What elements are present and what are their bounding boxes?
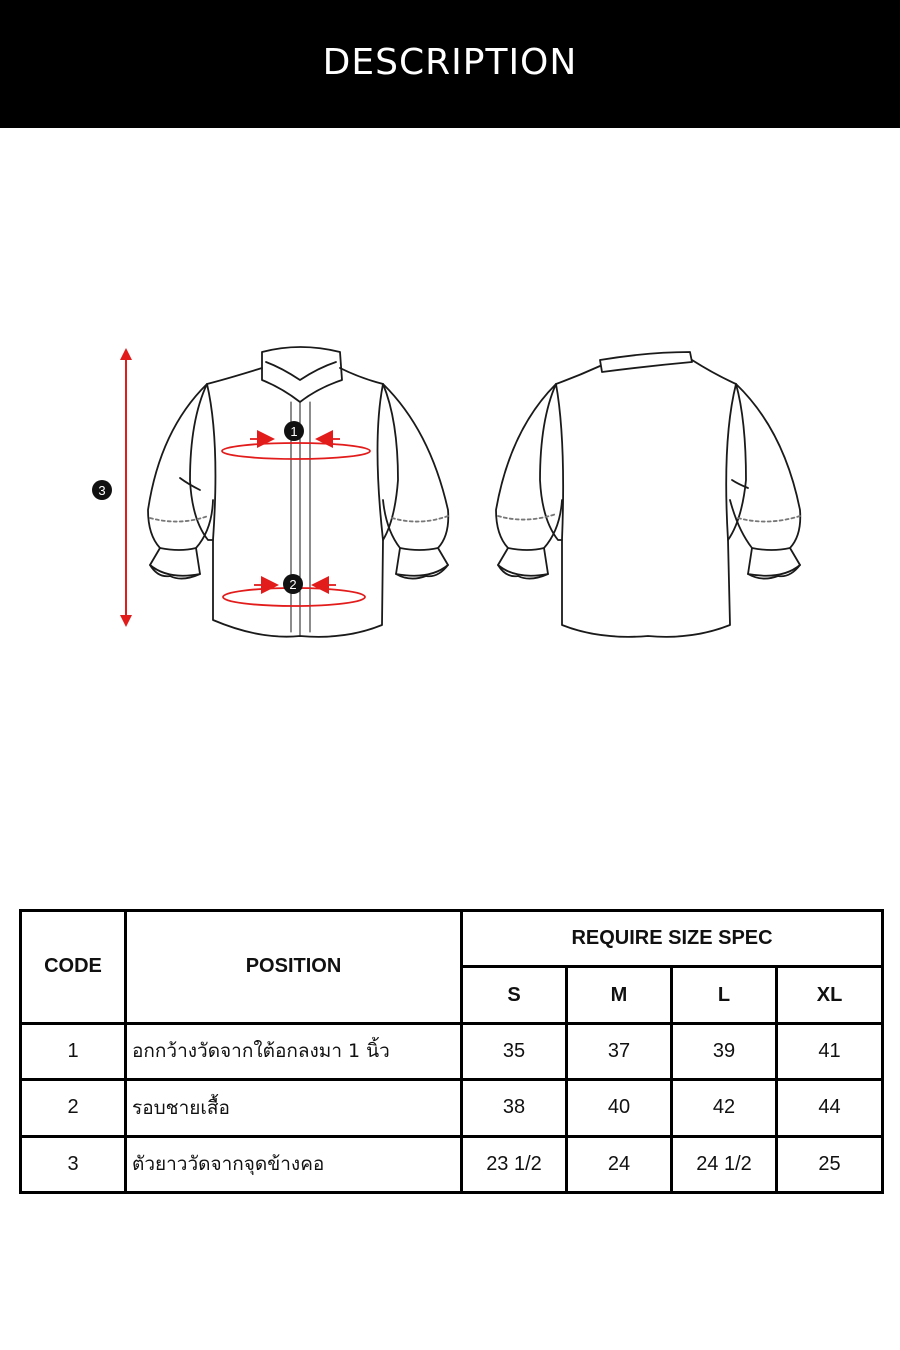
- header-size-m: M: [567, 967, 672, 1023]
- table-row: [21, 1023, 883, 1079]
- header-code: CODE: [21, 911, 126, 1024]
- table-row: [21, 1136, 883, 1192]
- garment-measurement-diagram: [0, 300, 900, 660]
- row-position: รอบชายเสื้อ: [126, 1080, 462, 1136]
- row-value-m: 37: [567, 1023, 672, 1079]
- marker-2: [283, 574, 303, 594]
- header-size-spec: REQUIRE SIZE SPEC: [462, 911, 883, 967]
- row-value-s: 35: [462, 1023, 567, 1079]
- front-view-shirt: [148, 347, 448, 637]
- size-spec-table: [19, 909, 884, 1194]
- row-code: 3: [21, 1136, 126, 1192]
- page-title: DESCRIPTION: [322, 41, 578, 83]
- table-row: [21, 1080, 883, 1136]
- row-value-l: 24 1/2: [672, 1136, 777, 1192]
- row-value-l: 42: [672, 1080, 777, 1136]
- svg-text:2: 2: [289, 577, 297, 592]
- row-value-s: 38: [462, 1080, 567, 1136]
- svg-text:1: 1: [290, 424, 298, 439]
- row-value-xl: 25: [777, 1136, 883, 1192]
- svg-text:3: 3: [98, 483, 106, 498]
- row-value-l: 39: [672, 1023, 777, 1079]
- row-position: อกกว้างวัดจากใต้อกลงมา 1 นิ้ว: [126, 1023, 462, 1079]
- header-size-l: L: [672, 967, 777, 1023]
- row-value-m: 40: [567, 1080, 672, 1136]
- header-position: POSITION: [126, 911, 462, 1024]
- marker-3: [92, 480, 112, 500]
- header-size-s: S: [462, 967, 567, 1023]
- row-code: 2: [21, 1080, 126, 1136]
- row-code: 1: [21, 1023, 126, 1079]
- row-value-xl: 41: [777, 1023, 883, 1079]
- row-value-xl: 44: [777, 1080, 883, 1136]
- header-size-xl: XL: [777, 967, 883, 1023]
- row-value-s: 23 1/2: [462, 1136, 567, 1192]
- marker-1: [284, 421, 304, 441]
- back-view-shirt: [496, 352, 800, 637]
- row-position: ตัวยาววัดจากจุดข้างคอ: [126, 1136, 462, 1192]
- table-header-row: [21, 911, 883, 967]
- row-value-m: 24: [567, 1136, 672, 1192]
- page-header: [0, 0, 900, 128]
